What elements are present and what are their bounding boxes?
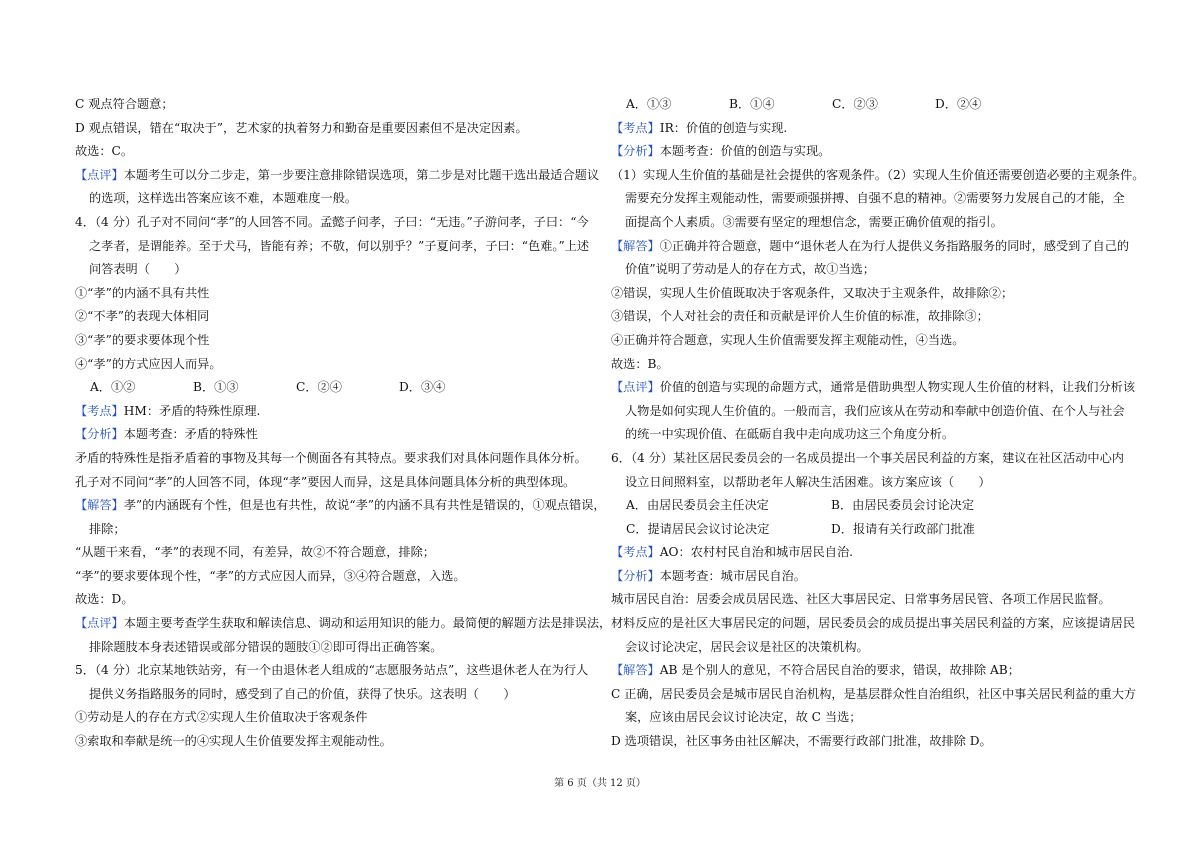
line-text: 的选项，这样选出答案应该不难，本题难度一般。 bbox=[89, 191, 358, 206]
answer-option: A．①② bbox=[90, 380, 136, 395]
line-text: 矛盾的特殊性是指矛盾着的事物及其每一个侧面各有其特点。要求我们对具体问题作具体分析。 bbox=[75, 450, 587, 465]
line-text: ④正确并符合题意，实现人生价值需要发挥主观能动性，④当选。 bbox=[611, 332, 965, 347]
text-line bbox=[611, 400, 1131, 424]
text-line bbox=[611, 140, 1131, 164]
line-text: 人物是如何实现人生价值的。一般而言，我们应该从在劳动和奉献中创造价值、在个人与社会 bbox=[625, 403, 1125, 418]
line-text: ③错误，个人对社会的责任和贡献是评价人生价值的标准，故排除③； bbox=[611, 309, 989, 324]
text-line bbox=[75, 211, 589, 235]
text-line bbox=[611, 258, 1131, 282]
line-text: 孔子对不同问“孝”的人回答不同，体现“孝”要因人而异，这是具体问题具体分析的典型体现。 bbox=[75, 474, 576, 489]
text-line bbox=[75, 659, 589, 683]
line-text: （1）实现人生价值的基础是社会提供的客观条件。（2）实现人生价值还需要创造必要的主观条件。 bbox=[611, 167, 1145, 182]
text-line bbox=[75, 471, 580, 495]
page-footer: 第 6 页（共 12 页） bbox=[554, 778, 646, 789]
text-line bbox=[75, 282, 580, 306]
text-line bbox=[611, 588, 1131, 612]
text-line bbox=[611, 683, 1137, 707]
line-text: 价值”说明了劳动是人的存在方式，故①当选； bbox=[625, 262, 875, 277]
line-text: 设立日间照料室，以帮助老年人解决生活困难。该方案应该（ ） bbox=[625, 474, 991, 489]
line-text: ②“不孝”的表现大体相同 bbox=[75, 309, 210, 324]
line-text: 故选：B。 bbox=[611, 356, 669, 371]
text-line bbox=[75, 93, 580, 117]
answer-option: C．提请居民会议讨论决定 bbox=[626, 521, 770, 536]
line-text: ①正确并符合题意，题中“退休老人在为行人提供义务指路服务的同时，感受到了自己的 bbox=[659, 238, 1130, 253]
text-line bbox=[611, 353, 1131, 377]
line-text: AO：农村村民自治和城市居民自治. bbox=[659, 545, 854, 560]
text-line bbox=[75, 187, 580, 211]
line-text: ①劳动是人的存在方式②实现人生价值取决于客观条件 bbox=[75, 710, 368, 725]
section-tag: 【点评】 bbox=[75, 616, 124, 631]
line-text: D 选项错误，社区事务由社区解决，不需要行政部门批准，故排除 D。 bbox=[611, 734, 992, 749]
line-text: AB 是个别人的意见，不符合居民自治的要求，错误，故排除 AB； bbox=[659, 663, 1020, 678]
answer-option: A．由居民委员会主任决定 bbox=[626, 498, 769, 513]
answer-option: C．②④ bbox=[296, 380, 342, 395]
text-line bbox=[75, 258, 580, 282]
text-line bbox=[75, 588, 580, 612]
line-text: 排除题肢本身表述错误或部分错误的题肢①②即可得出正确答案。 bbox=[89, 639, 443, 654]
text-line bbox=[75, 518, 580, 542]
line-text: 本题考查：城市居民自治。 bbox=[659, 568, 806, 583]
line-text: 需要充分发挥主观能动性，需要顽强拼搏、自强不息的精神。②需要努力发展自己的才能，全 bbox=[625, 191, 1125, 206]
section-tag: 【点评】 bbox=[611, 380, 660, 395]
section-tag: 【解答】 bbox=[75, 498, 124, 513]
text-line bbox=[75, 494, 606, 518]
text-line bbox=[611, 187, 1131, 211]
line-text: 4．（4 分）孔子对不同问“孝”的人回答不同。孟懿子问孝，子曰：“无违。”子游问孝，子曰：“今 bbox=[75, 214, 589, 229]
text-line bbox=[611, 612, 1136, 636]
text-line bbox=[75, 706, 580, 730]
section-tag: 【考点】 bbox=[611, 545, 660, 560]
line-text: 案，应该由居民会议讨论决定，故 C 当选； bbox=[625, 710, 862, 725]
text-line bbox=[611, 636, 1131, 660]
answer-option: B．①④ bbox=[729, 97, 775, 111]
line-text: 之孝者，是谓能养。至于犬马，皆能有养；不敬，何以别乎？”子夏问孝，子曰：“色难。”上述 bbox=[89, 238, 590, 253]
line-text: ④“孝”的方式应因人而异。 bbox=[75, 356, 222, 371]
text-line bbox=[75, 140, 580, 164]
text-line bbox=[75, 541, 580, 565]
text-line bbox=[611, 447, 1131, 471]
text-line bbox=[611, 659, 1131, 683]
text-line bbox=[75, 636, 580, 660]
right-column bbox=[611, 93, 1145, 754]
text-line bbox=[611, 282, 1131, 306]
line-text: 问答表明（ ） bbox=[89, 262, 187, 277]
line-text: ①“孝”的内涵不具有共性 bbox=[75, 285, 210, 300]
left-column bbox=[75, 93, 612, 754]
line-text: 材料反应的是社区大事居民定的问题，居民委员会的成员提出事关居民利益的方案，应该提请居民 bbox=[611, 616, 1136, 631]
section-tag: 【分析】 bbox=[611, 144, 660, 159]
section-tag: 【解答】 bbox=[611, 663, 660, 678]
line-text: ③“孝”的要求要体现个性 bbox=[75, 332, 210, 347]
answer-option: D．报请有关行政部门批准 bbox=[831, 521, 975, 536]
text-line bbox=[611, 117, 1131, 141]
text-line bbox=[611, 423, 1131, 447]
text-line bbox=[75, 565, 580, 589]
text-line bbox=[75, 235, 590, 259]
text-line bbox=[611, 706, 1131, 730]
text-line bbox=[611, 565, 1131, 589]
text-line bbox=[75, 400, 580, 424]
line-text: C 正确，居民委员会是城市居民自治机构，是基层群众性自治组织，社区中事关居民利益的重大方 bbox=[611, 686, 1137, 701]
line-text: 面提高个人素质。③需要有坚定的理想信念，需要正确价值观的指引。 bbox=[625, 214, 1003, 229]
text-line bbox=[611, 518, 1131, 542]
text-line bbox=[611, 541, 1131, 565]
section-tag: 【考点】 bbox=[611, 120, 660, 135]
text-line bbox=[75, 447, 587, 471]
answer-option: B．①③ bbox=[193, 380, 239, 395]
text-line bbox=[611, 211, 1131, 235]
line-text: HM：矛盾的特殊性原理. bbox=[123, 403, 261, 418]
line-text: “孝”的要求要体现个性，“孝”的方式应因人而异，③④符合题意，入选。 bbox=[75, 568, 466, 583]
answer-option: C．②③ bbox=[832, 97, 878, 111]
line-text: 本题考生可以分二步走，第一步要注意排除错误选项，第二步是对比题干选出最适合题议 bbox=[123, 167, 600, 182]
line-text: 故选：D。 bbox=[75, 592, 134, 607]
line-text: 会议讨论决定，居民会议是社区的决策机构。 bbox=[625, 639, 869, 654]
line-text: 本题考查：矛盾的特殊性 bbox=[123, 427, 258, 442]
text-line bbox=[611, 376, 1136, 400]
section-tag: 【分析】 bbox=[611, 568, 660, 583]
text-line bbox=[75, 329, 580, 353]
line-text: ③索取和奉献是统一的④实现人生价值要发挥主观能动性。 bbox=[75, 734, 392, 749]
text-line bbox=[611, 164, 1145, 188]
section-tag: 【点评】 bbox=[75, 167, 124, 182]
line-text: 故选：C。 bbox=[75, 144, 134, 159]
answer-option: A．①③ bbox=[626, 97, 672, 111]
text-line bbox=[75, 117, 580, 141]
line-text: 提供义务指路服务的同时，感受到了自己的价值，获得了快乐。这表明（ ） bbox=[89, 686, 516, 701]
text-line bbox=[611, 305, 1131, 329]
line-text: 本题考查：价值的创造与实现。 bbox=[659, 144, 831, 159]
line-text: 排除； bbox=[89, 521, 126, 536]
line-text: C 观点符合题意； bbox=[75, 97, 174, 111]
text-line bbox=[75, 305, 580, 329]
line-text: 城市居民自治：居委会成员居民选、社区大事居民定、日常事务居民管、各项工作居民监督。 bbox=[611, 592, 1111, 607]
text-line bbox=[75, 164, 600, 188]
text-line bbox=[75, 612, 612, 636]
line-text: D 观点错误，错在“取决于”，艺术家的执着努力和勤奋是重要因素但不是决定因素。 bbox=[75, 120, 528, 135]
text-line bbox=[75, 353, 580, 377]
line-text: “从题干来看，“孝”的表现不同，有差异，故②不符合题意，排除； bbox=[75, 545, 435, 560]
line-text: 价值的创造与实现的命题方式，通常是借助典型人物实现人生价值的材料，让我们分析该 bbox=[659, 380, 1136, 395]
line-text: ②错误，实现人生价值既取决于客观条件，又取决于主观条件，故排除②； bbox=[611, 285, 1014, 300]
line-text: 孝”的内涵既有个性，但是也有共性，故说“孝”的内涵不具有共性是错误的，①观点错误， bbox=[123, 498, 606, 513]
text-line bbox=[75, 376, 580, 400]
text-line bbox=[75, 730, 580, 754]
line-text: 本题主要考查学生获取和解读信息、调动和运用知识的能力。最简便的解题方法是排误法， bbox=[123, 616, 612, 631]
text-line bbox=[611, 730, 1131, 754]
line-text: IR：价值的创造与实现. bbox=[659, 120, 788, 135]
text-line bbox=[611, 93, 1131, 117]
text-line bbox=[611, 329, 1131, 353]
text-line bbox=[611, 494, 1131, 518]
line-text: 5．（4 分）北京某地铁站旁，有一个由退休老人组成的“志愿服务站点”，这些退休老人在为行人 bbox=[75, 663, 589, 678]
line-text: 的统一中实现价值、在砥砺自我中走向成功这三个角度分析。 bbox=[625, 427, 955, 442]
section-tag: 【考点】 bbox=[75, 403, 124, 418]
text-line bbox=[611, 471, 1131, 495]
section-tag: 【分析】 bbox=[75, 427, 124, 442]
text-line bbox=[611, 235, 1131, 259]
answer-option: D．③④ bbox=[399, 380, 446, 395]
line-text: 6．（4 分）某社区居民委员会的一名成员提出一个事关居民利益的方案，建议在社区活动中心内 bbox=[611, 450, 1124, 465]
text-line bbox=[75, 423, 580, 447]
section-tag: 【解答】 bbox=[611, 238, 660, 253]
text-line bbox=[75, 683, 580, 707]
answer-option: D．②④ bbox=[935, 97, 982, 111]
answer-option: B．由居民委员会讨论决定 bbox=[831, 498, 975, 513]
